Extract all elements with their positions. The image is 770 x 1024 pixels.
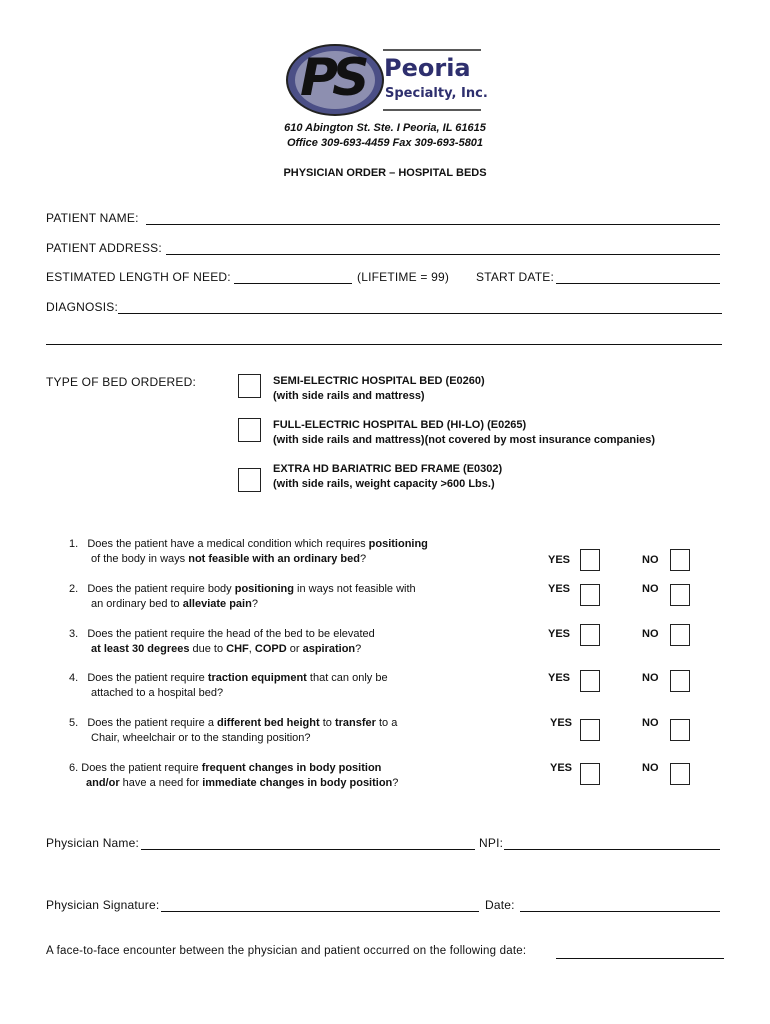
bed-option-full-electric-text: FULL-ELECTRIC HOSPITAL BED (HI-LO) (E0265) (with side rails and mattress)(not covered by most insurance companies) xyxy=(273,419,656,446)
q1-yes-checkbox[interactable] xyxy=(580,549,600,571)
physician-signature-label: Physician Signature: xyxy=(46,898,160,912)
patient-address-label: PATIENT ADDRESS: xyxy=(46,241,162,255)
diagnosis-line-2[interactable] xyxy=(46,344,722,345)
bed-option-bariatric-text: EXTRA HD BARIATRIC BED FRAME (E0302) (with side rails, weight capacity >600 Lbs.) xyxy=(273,463,503,490)
q4-no-checkbox[interactable] xyxy=(670,670,690,692)
q1-yes-label: YES xyxy=(548,554,571,566)
logo-initials: PS xyxy=(300,48,364,108)
q5-yes-label: YES xyxy=(550,717,573,729)
q5-yes-checkbox[interactable] xyxy=(580,719,600,741)
face-to-face-date-line[interactable] xyxy=(556,958,724,959)
q1-no-label: NO xyxy=(642,554,659,566)
question-3: 3. Does the patient require the head of the bed to be elevated at least 30 degrees due to CHF, COPD or aspiration? xyxy=(69,628,375,655)
q3-yes-label: YES xyxy=(548,628,571,640)
bed-option-bariatric-checkbox[interactable] xyxy=(238,468,261,492)
npi-line[interactable] xyxy=(504,849,720,850)
diagnosis-label: DIAGNOSIS: xyxy=(46,300,119,314)
question-5: 5. Does the patient require a different bed height to transfer to a Chair, wheelchair or to the standing position? xyxy=(69,717,398,744)
q4-yes-checkbox[interactable] xyxy=(580,670,600,692)
q3-no-checkbox[interactable] xyxy=(670,624,690,646)
patient-name-line[interactable] xyxy=(146,224,720,225)
physician-signature-line[interactable] xyxy=(161,911,479,912)
physician-name-line[interactable] xyxy=(141,849,475,850)
question-6: 6. Does the patient require frequent changes in body position and/or have a need for immediate changes in body position? xyxy=(69,762,399,789)
lifetime-note: (LIFETIME = 99) xyxy=(357,270,450,284)
bed-type-label: TYPE OF BED ORDERED: xyxy=(46,375,197,389)
company-address: 610 Abington St. Ste. I Peoria, IL 61615 xyxy=(284,122,486,134)
q5-no-label: NO xyxy=(642,717,659,729)
q4-no-label: NO xyxy=(642,672,659,684)
question-2: 2. Does the patient require body positioning in ways not feasible with an ordinary bed to alleviate pain? xyxy=(69,583,416,610)
patient-name-label: PATIENT NAME: xyxy=(46,211,139,225)
length-of-need-label: ESTIMATED LENGTH OF NEED: xyxy=(46,270,231,284)
date-label: Date: xyxy=(485,898,515,912)
q6-no-label: NO xyxy=(642,762,659,774)
start-date-line[interactable] xyxy=(556,283,720,284)
length-of-need-line[interactable] xyxy=(234,283,352,284)
question-4: 4. Does the patient require traction equipment that can only be attached to a hospital bed? xyxy=(69,672,388,699)
bed-option-semi-electric-checkbox[interactable] xyxy=(238,374,261,398)
q6-yes-label: YES xyxy=(550,762,573,774)
bed-option-semi-electric-text: SEMI-ELECTRIC HOSPITAL BED (E0260) (with side rails and mattress) xyxy=(273,375,485,402)
npi-label: NPI: xyxy=(479,836,504,850)
q2-no-label: NO xyxy=(642,583,659,595)
q2-yes-checkbox[interactable] xyxy=(580,584,600,606)
bed-option-full-electric-checkbox[interactable] xyxy=(238,418,261,442)
q2-yes-label: YES xyxy=(548,583,571,595)
q3-no-label: NO xyxy=(642,628,659,640)
q1-no-checkbox[interactable] xyxy=(670,549,690,571)
form-title: PHYSICIAN ORDER – HOSPITAL BEDS xyxy=(283,167,487,179)
logo-name-line2: Specialty, Inc. xyxy=(385,86,488,101)
q6-yes-checkbox[interactable] xyxy=(580,763,600,785)
physician-name-label: Physician Name: xyxy=(46,836,140,850)
start-date-label: START DATE: xyxy=(476,270,554,284)
logo-name-line1: Peoria xyxy=(384,54,471,82)
company-phone: Office 309-693-4459 Fax 309-693-5801 xyxy=(286,137,484,149)
face-to-face-label: A face-to-face encounter between the physician and patient occurred on the following date: xyxy=(46,945,527,957)
question-1: 1. Does the patient have a medical condition which requires positioning of the body in ways not feasible with an ordinary bed? xyxy=(69,538,428,565)
patient-address-line[interactable] xyxy=(166,254,720,255)
q4-yes-label: YES xyxy=(548,672,571,684)
diagnosis-line[interactable] xyxy=(118,313,722,314)
q3-yes-checkbox[interactable] xyxy=(580,624,600,646)
date-line[interactable] xyxy=(520,911,720,912)
q5-no-checkbox[interactable] xyxy=(670,719,690,741)
q6-no-checkbox[interactable] xyxy=(670,763,690,785)
q2-no-checkbox[interactable] xyxy=(670,584,690,606)
